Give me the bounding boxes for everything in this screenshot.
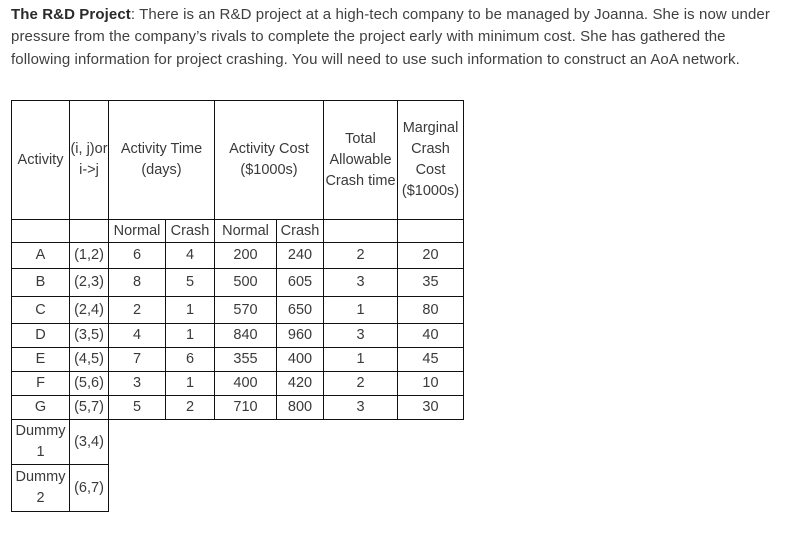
subheader-cost-crash: Crash xyxy=(277,220,324,243)
cell-ij: (4,5) xyxy=(70,348,109,372)
cell-time-normal: 7 xyxy=(109,348,166,372)
cell-dummy-activity: Dummy 2 xyxy=(12,465,70,512)
cell-total-crash: 1 xyxy=(324,348,398,372)
cell-activity: G xyxy=(12,396,70,420)
table-row xyxy=(12,324,464,348)
cell-total-crash: 3 xyxy=(324,396,398,420)
dummy-row xyxy=(12,465,464,512)
cell-dummy-activity: Dummy 1 xyxy=(12,420,70,465)
subheader-row xyxy=(12,220,464,243)
subheader-blank xyxy=(324,220,398,243)
subheader-blank xyxy=(70,220,109,243)
cell-cost-crash: 650 xyxy=(277,297,324,324)
cell-marginal-cost: 10 xyxy=(398,372,464,396)
cell-total-crash: 3 xyxy=(324,269,398,297)
project-description: : There is an R&D project at a high-tech company to be managed by Joanna. She is now under pressure from the company’s rivals to complete the project early with minimum cost. She has gathered the following information for project crashing. You will need to use such information to construct an AoA network. xyxy=(11,6,770,68)
cell-time-normal: 4 xyxy=(109,324,166,348)
cell-time-crash: 1 xyxy=(166,297,215,324)
cell-marginal-cost: 30 xyxy=(398,396,464,420)
cell-cost-crash: 240 xyxy=(277,243,324,269)
header-marginal-crash-cost: Marginal Crash Cost ($1000s) xyxy=(398,101,464,220)
cell-marginal-cost: 80 xyxy=(398,297,464,324)
cell-ij: (5,7) xyxy=(70,396,109,420)
cell-time-normal: 6 xyxy=(109,243,166,269)
cell-dummy-ij: (3,4) xyxy=(70,420,109,465)
cell-time-crash: 1 xyxy=(166,372,215,396)
table-row xyxy=(12,372,464,396)
table-row xyxy=(12,348,464,372)
cell-activity: D xyxy=(12,324,70,348)
subheader-time-crash: Crash xyxy=(166,220,215,243)
cell-activity: C xyxy=(12,297,70,324)
dummy-row xyxy=(12,420,464,465)
cell-total-crash: 1 xyxy=(324,297,398,324)
cell-total-crash: 2 xyxy=(324,243,398,269)
empty-space xyxy=(109,420,464,465)
header-activity: Activity xyxy=(12,101,70,220)
cell-time-normal: 2 xyxy=(109,297,166,324)
cell-total-crash: 2 xyxy=(324,372,398,396)
subheader-blank xyxy=(398,220,464,243)
cell-ij: (5,6) xyxy=(70,372,109,396)
cell-time-crash: 6 xyxy=(166,348,215,372)
cell-ij: (1,2) xyxy=(70,243,109,269)
cell-activity: A xyxy=(12,243,70,269)
header-activity-cost: Activity Cost ($1000s) xyxy=(215,101,324,220)
table-row xyxy=(12,297,464,324)
cell-cost-crash: 800 xyxy=(277,396,324,420)
cell-cost-normal: 200 xyxy=(215,243,277,269)
header-activity-time: Activity Time (days) xyxy=(109,101,215,220)
cell-time-crash: 1 xyxy=(166,324,215,348)
header-ij: (i, j)or i->j xyxy=(70,101,109,220)
table-row xyxy=(12,396,464,420)
table-row xyxy=(12,269,464,297)
cell-time-crash: 4 xyxy=(166,243,215,269)
cell-dummy-ij: (6,7) xyxy=(70,465,109,512)
cell-cost-crash: 960 xyxy=(277,324,324,348)
cell-cost-normal: 840 xyxy=(215,324,277,348)
cell-cost-normal: 710 xyxy=(215,396,277,420)
subheader-cost-normal: Normal xyxy=(215,220,277,243)
cell-cost-normal: 355 xyxy=(215,348,277,372)
cell-cost-crash: 400 xyxy=(277,348,324,372)
header-total-crash-time: Total Allowable Crash time xyxy=(324,101,398,220)
subheader-blank xyxy=(12,220,70,243)
cell-cost-crash: 605 xyxy=(277,269,324,297)
cell-ij: (3,5) xyxy=(70,324,109,348)
cell-ij: (2,4) xyxy=(70,297,109,324)
cell-activity: E xyxy=(12,348,70,372)
cell-marginal-cost: 45 xyxy=(398,348,464,372)
cell-cost-normal: 570 xyxy=(215,297,277,324)
cell-cost-normal: 500 xyxy=(215,269,277,297)
cell-ij: (2,3) xyxy=(70,269,109,297)
cell-activity: B xyxy=(12,269,70,297)
cell-time-crash: 5 xyxy=(166,269,215,297)
header-row xyxy=(12,101,464,220)
cell-activity: F xyxy=(12,372,70,396)
crashing-table xyxy=(11,100,464,512)
empty-space xyxy=(109,465,464,512)
problem-intro xyxy=(11,4,781,71)
cell-cost-normal: 400 xyxy=(215,372,277,396)
cell-time-crash: 2 xyxy=(166,396,215,420)
table-row xyxy=(12,243,464,269)
cell-time-normal: 8 xyxy=(109,269,166,297)
cell-marginal-cost: 20 xyxy=(398,243,464,269)
cell-marginal-cost: 35 xyxy=(398,269,464,297)
cell-cost-crash: 420 xyxy=(277,372,324,396)
cell-marginal-cost: 40 xyxy=(398,324,464,348)
cell-time-normal: 3 xyxy=(109,372,166,396)
subheader-time-normal: Normal xyxy=(109,220,166,243)
project-title: The R&D Project xyxy=(11,6,131,23)
cell-time-normal: 5 xyxy=(109,396,166,420)
cell-total-crash: 3 xyxy=(324,324,398,348)
